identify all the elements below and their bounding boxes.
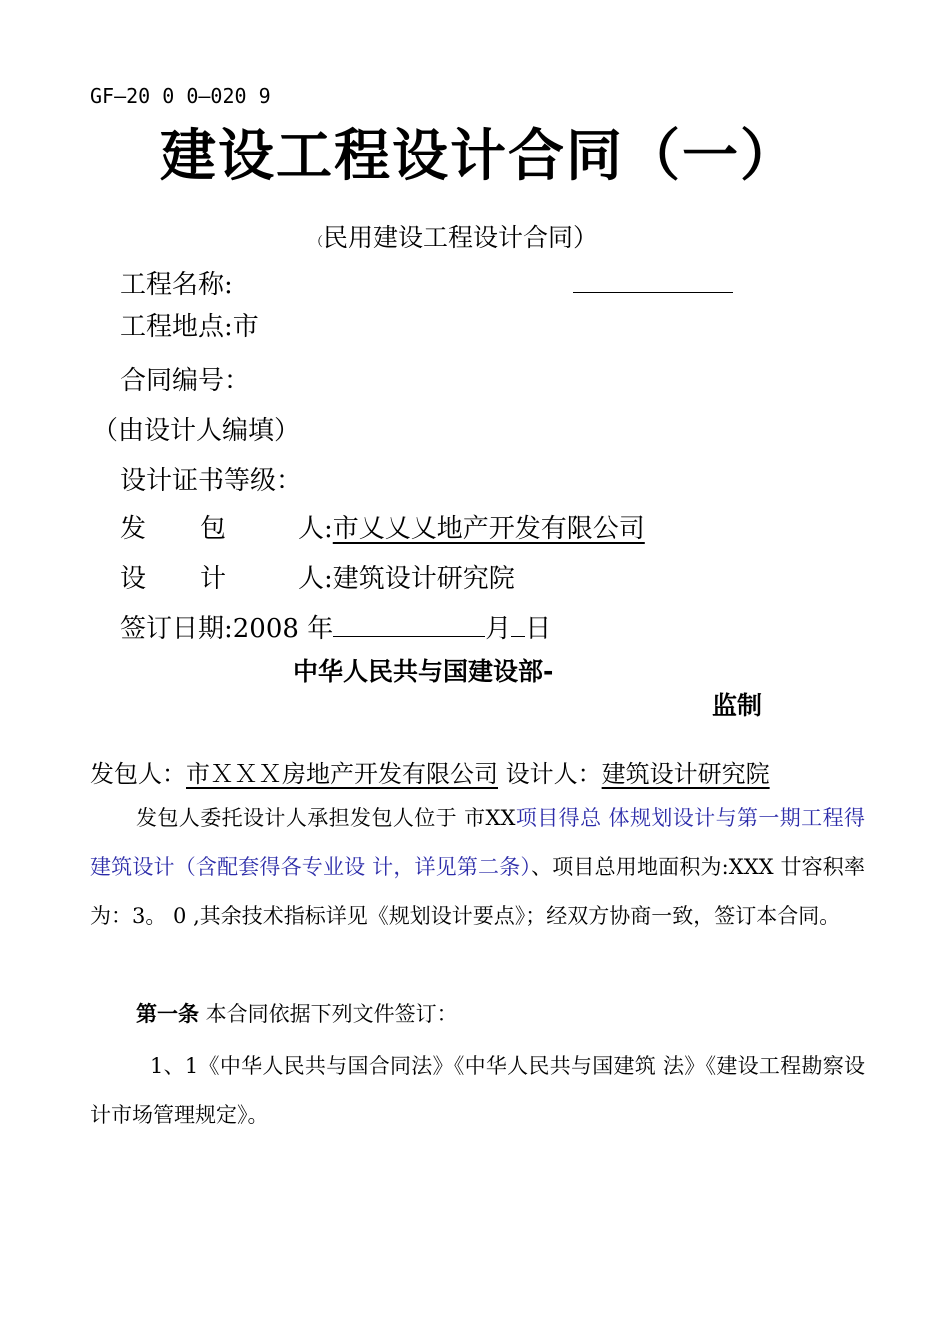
- designer-label-char-3: 人:: [298, 564, 333, 594]
- certificate-level-label: 设计证书等级：: [120, 466, 303, 496]
- project-location-field: [120, 306, 259, 343]
- client-field: [298, 508, 645, 545]
- project-name-label: 工程名称:: [120, 270, 233, 300]
- designer-value: 建筑设计研究院: [332, 564, 515, 594]
- parties-designer-value: 建筑设计研究院: [601, 760, 770, 788]
- subtitle-open-paren: （: [310, 235, 324, 250]
- designer-label-char-1: 设: [120, 564, 147, 594]
- project-location-value: 市: [232, 312, 259, 342]
- document-title: 建设工程设计合同（一）: [160, 124, 798, 189]
- sign-date-field: [120, 608, 551, 645]
- intro-text-a: 发包人委托设计人承担发包人位于 市XX: [136, 806, 516, 830]
- designer-label-char-2: 计: [200, 564, 227, 594]
- sign-date-day: 日: [525, 614, 552, 644]
- clause-1-1-paragraph: 1、1《中华人民共与国合同法》《中华人民共与国建筑 法》《建设工程勘察设计市场管理规定》。: [90, 1054, 865, 1127]
- client-value: 市乂乂乂地产开发有限公司: [332, 514, 645, 544]
- client-label-char-3: 人:: [298, 514, 333, 544]
- parties-client-label: 发包人：: [90, 760, 186, 788]
- intro-paragraph: [90, 794, 865, 941]
- client-label-char-1: 发: [120, 514, 147, 544]
- intro-text-c: 、项目总用地面积为:XXX 廿容积率为：3。 0 ,其余技术指标详见《规划设计要点》；经双方协商一致，签订本合同。: [90, 855, 865, 928]
- document-subtitle: [310, 218, 598, 254]
- supervise-label: 监制: [712, 691, 763, 720]
- parties-designer-label: 设计人：: [505, 760, 602, 788]
- form-code: GF—20 0 0—020 9: [90, 84, 271, 108]
- sign-date-day-blank: [511, 612, 525, 637]
- subtitle-text: 民用建设工程设计合同）: [323, 223, 599, 252]
- project-location-label: 工程地点:: [120, 312, 233, 342]
- parties-client-value: 市ＸＸＸ房地产开发有限公司: [186, 760, 498, 788]
- project-name-blank: [573, 292, 733, 293]
- ministry-name: 中华人民共与国建设部-: [293, 657, 554, 686]
- sign-date-month-blank: [333, 612, 485, 637]
- article-1-text: 本合同依据下列文件签订：: [199, 1002, 458, 1026]
- intro-text-scope: 项目得总 体规划设计与第一期工程得建筑设计（含配套得各专业设 计，详见第二条）: [90, 806, 865, 879]
- sign-date-month: 月: [485, 614, 512, 644]
- sign-date-year: 2008 年: [232, 614, 334, 644]
- article-1-label: 第一条: [136, 1002, 199, 1026]
- contract-number-note: （由设计人编填）: [92, 416, 301, 446]
- contract-number-label: 合同编号：: [120, 366, 251, 396]
- parties-line: [90, 754, 770, 789]
- client-label-char-2: 包: [200, 514, 227, 544]
- sign-date-label: 签订日期:: [120, 614, 233, 644]
- designer-field: [298, 558, 515, 595]
- article-1-paragraph: [90, 990, 865, 1039]
